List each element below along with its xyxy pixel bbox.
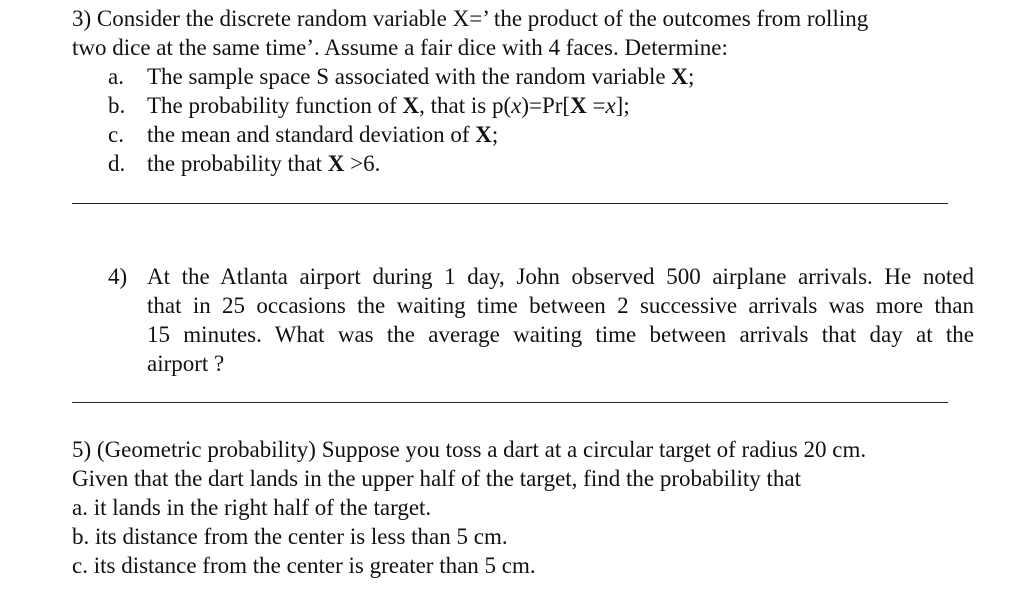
item-text: The sample space S associated with the random variable X; (147, 64, 695, 89)
problem-5-line-1: 5) (Geometric probability) Suppose you toss a dart at a circular target of radius 20 cm. (72, 437, 867, 462)
divider-1 (72, 203, 948, 204)
item-text: the probability that X >6. (147, 151, 381, 176)
problem-3-item-d (108, 149, 908, 178)
problem-4 (108, 262, 974, 378)
problem-4-line-4: airport ? (147, 351, 225, 376)
problem-3-item-c (108, 120, 908, 149)
problem-5-item-c: c. its distance from the center is greater than 5 cm. (72, 553, 536, 578)
problem-3-item-a (108, 62, 908, 91)
problem-3-items (108, 62, 908, 178)
problem-5-item-a: a. it lands in the right half of the target. (72, 495, 432, 520)
item-text: The probability function of X, that is p(x)=Pr[X =x]; (147, 93, 630, 118)
problem-5-line-2: Given that the dart lands in the upper half of the target, find the probability that (72, 466, 801, 491)
problem-3-line-1: 3) Consider the discrete random variable X=’ the product of the outcomes from rolling (72, 6, 869, 31)
problem-3 (72, 4, 952, 62)
problem-4-number: 4) (108, 264, 128, 289)
item-label: b. (108, 93, 126, 118)
problem-4-line-3: 15 minutes. What was the average waiting time between arrivals that day at the (147, 322, 974, 347)
item-text: the mean and standard deviation of X; (147, 122, 499, 147)
problem-5-item-b: b. its distance from the center is less than 5 cm. (72, 524, 508, 549)
item-label: d. (108, 151, 126, 176)
problem-4-line-2: that in 25 occasions the waiting time between 2 successive arrivals was more than (147, 293, 974, 318)
problem-4-line-1: At the Atlanta airport during 1 day, John observed 500 airplane arrivals. He noted (147, 264, 974, 289)
problem-3-line-2: two dice at the same time’. Assume a fair dice with 4 faces. Determine: (72, 35, 728, 60)
problem-5 (72, 435, 972, 580)
problem-4-text (147, 262, 974, 378)
item-label: c. (108, 122, 124, 147)
item-label: a. (108, 64, 124, 89)
problem-3-item-b (108, 91, 908, 120)
divider-2 (72, 402, 948, 403)
